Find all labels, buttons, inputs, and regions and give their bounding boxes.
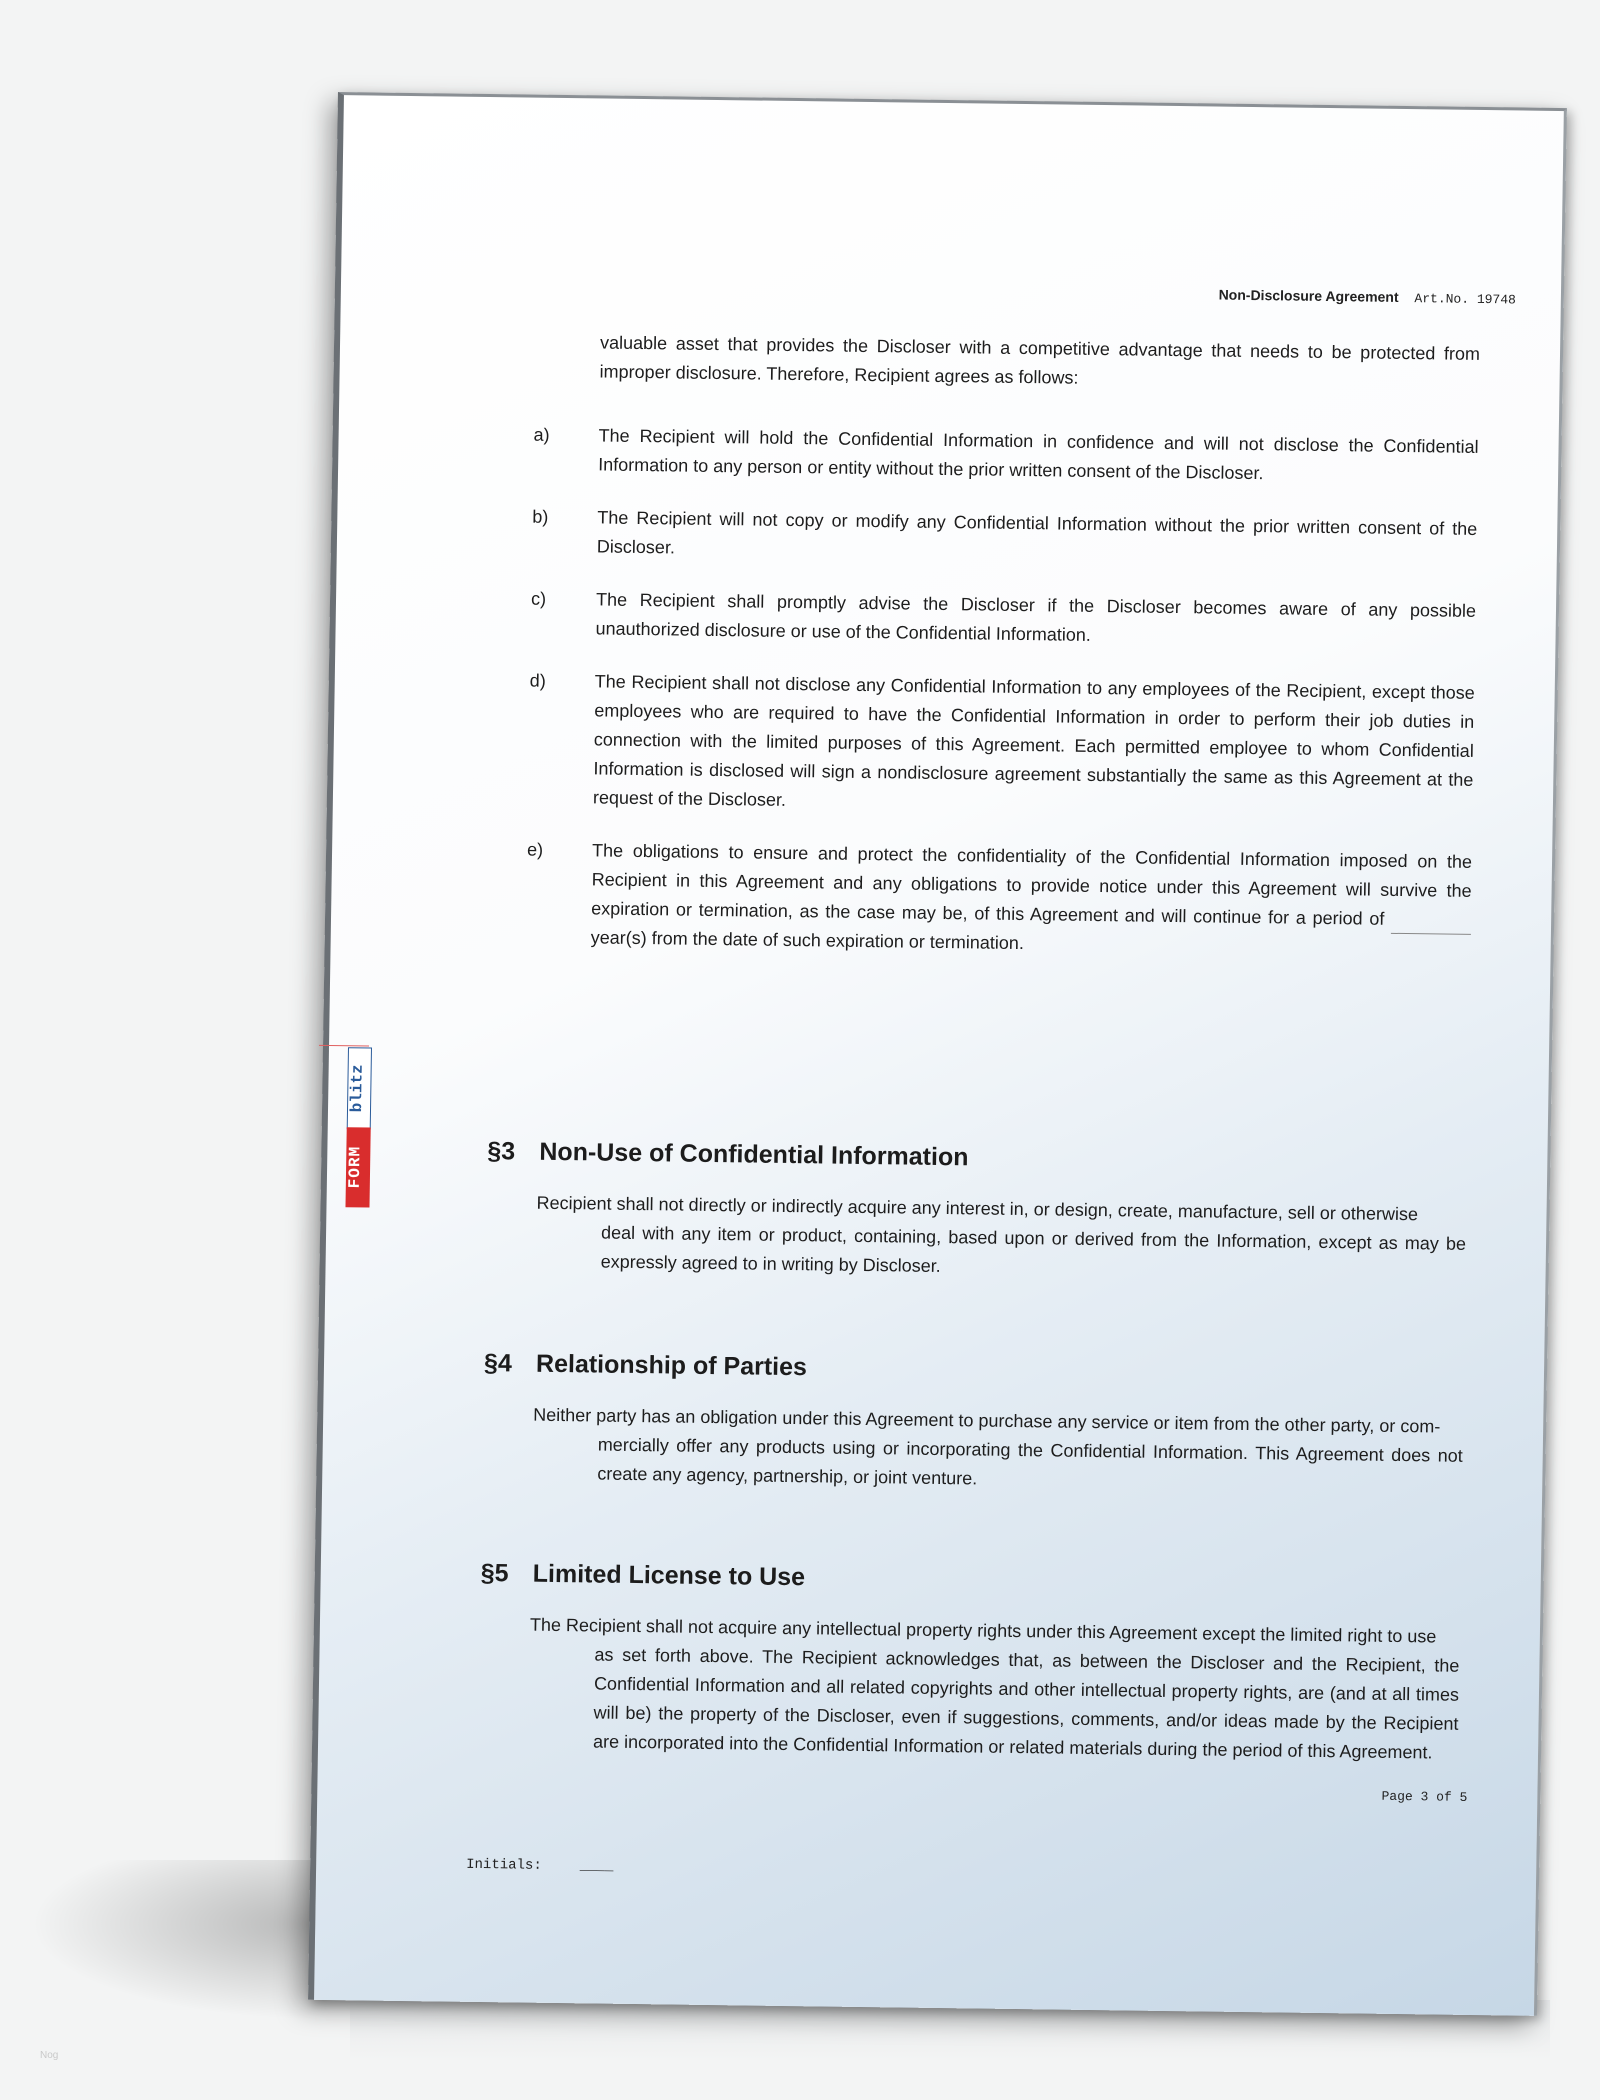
list-item-text: The Recipient will hold the Confidential Information in confidence and will not disclose the Confidential Information to any person or entity without the prior written consent of the Discloser. — [598, 425, 1479, 484]
list-letter: b) — [532, 506, 549, 527]
list-letter: a) — [533, 424, 550, 445]
paragraph-first-line: Recipient shall not directly or indirectly acquire any interest in, or design, create, manufacture, sell or otherwise — [536, 1192, 1419, 1225]
section-paragraph — [482, 1400, 1463, 1500]
intro-paragraph: valuable asset that provides the Discloser with a competitive advantage that needs to be protected from improper disclosure. Therefore, Recipient agrees as follows: — [599, 332, 1481, 388]
list-item — [533, 421, 1479, 491]
paragraph-continuation: as set forth above. The Recipient acknowledges that, as between the Discloser and the Recipient, the Confidential Information and all related copyrights and other intellectual property rights, are (and at all times will be) the property of the Discloser, even if suggestions, comments, and/or ideas made by the Recipient are incorporated into the Confidential Information or related materials during the period of this Agreement. — [592, 1644, 1460, 1763]
section-number: §5 — [480, 1558, 509, 1588]
list-item-text: The obligations to ensure and protect the confidentiality of the Confidential Information imposed on the Recipient in this Agreement and any obligations to provide notice under this Agreement will survive the expiration or termination, as the case may be, of this Agreement and will continue for a period of — [591, 840, 1473, 929]
section-non-use — [485, 1137, 1467, 1288]
list-item — [532, 503, 1478, 573]
section-relationship — [482, 1349, 1464, 1500]
article-number: Art.No. 19748 — [1414, 291, 1516, 308]
list-item-text-end: year(s) from the date of such expiration or termination. — [590, 927, 1025, 954]
section-paragraph — [485, 1188, 1466, 1288]
list-item — [528, 667, 1475, 824]
initials-label: Initials: — [466, 1856, 542, 1874]
paragraph-first-line: Neither party has an obligation under this Agreement to purchase any service or item from the other party, or com- — [533, 1404, 1441, 1437]
paragraph-continuation: deal with any item or product, containing, based upon or derived from the Information, except as may be expressly agreed to in writing by Discloser. — [600, 1222, 1467, 1276]
document-page — [308, 92, 1567, 2016]
section-license — [478, 1559, 1461, 1768]
initials-line — [466, 1857, 613, 1875]
section-number: §3 — [487, 1137, 516, 1166]
page-number: Page 3 of 5 — [1381, 1788, 1468, 1805]
section-number: §4 — [483, 1349, 513, 1378]
list-item-text: The Recipient shall not disclose any Confidential Information to any employees of the Recipient, except those employees who are required to have the Confidential Information in order to perform their job duties in connection with the limited purposes of this Agreement. Each permitted employee to whom Confidential Information is disclosed will sign a nondisclosure agreement substantially the same as this Agreement at the request of the Discloser. — [592, 671, 1475, 810]
paragraph-first-line: The Recipient shall not acquire any intellectual property rights under this Agreement except the limited right to use — [529, 1614, 1437, 1647]
section-title: Limited License to Use — [532, 1559, 806, 1592]
list-item — [526, 836, 1473, 964]
brand-marker-line — [319, 1045, 369, 1047]
section-heading — [481, 1559, 1461, 1601]
list-letter: d) — [529, 670, 546, 691]
section-paragraph — [478, 1610, 1460, 1768]
paragraph-continuation: mercially offer any products using or incorporating the Confidential Information. This Agreement does not create any agency, partnership, or joint venture. — [597, 1434, 1463, 1489]
document-title: Non-Disclosure Agreement — [1218, 286, 1399, 305]
section-heading — [487, 1137, 1467, 1179]
list-item — [530, 585, 1476, 655]
list-item-text: The Recipient will not copy or modify any Confidential Information without the prior written consent of the Discloser. — [596, 507, 1478, 558]
section-title: Relationship of Parties — [535, 1349, 808, 1382]
initials-field[interactable]: ____ — [579, 1858, 614, 1875]
list-item-text: The Recipient shall promptly advise the Discloser if the Discloser becomes aware of any possible unauthorized disclosure or use of the Confidential Information. — [595, 589, 1477, 645]
list-letter: c) — [530, 588, 547, 609]
logo-blitz: blitz — [347, 1047, 372, 1129]
logo-form: FORM — [345, 1127, 370, 1207]
obligations-list — [525, 421, 1479, 988]
section-heading — [484, 1349, 1464, 1391]
list-letter: e) — [526, 839, 544, 860]
years-blank-field[interactable] — [1391, 915, 1471, 935]
document-header — [1219, 287, 1517, 308]
watermark-text: Nog — [40, 2050, 59, 2061]
section-title: Non-Use of Confidential Information — [539, 1137, 969, 1172]
formblitz-logo — [345, 1047, 372, 1207]
